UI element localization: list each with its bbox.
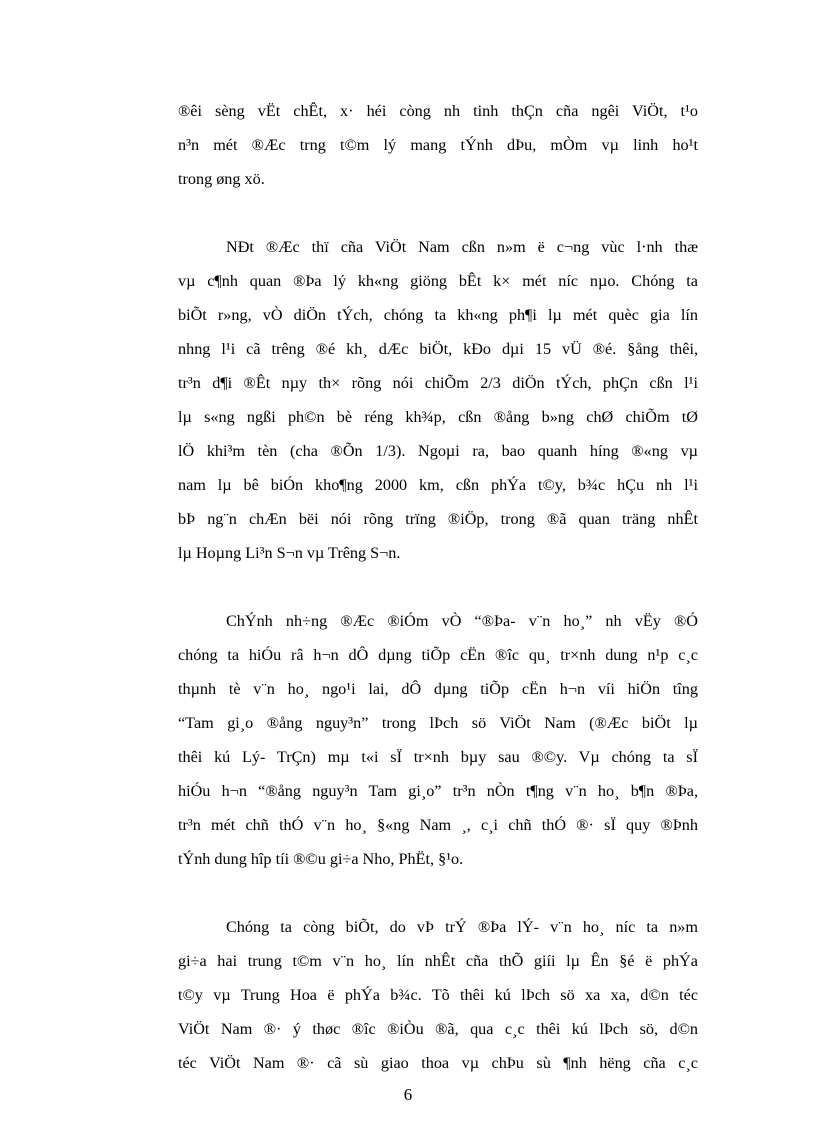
text-line: lµ Hoµng Li³n S¬n vµ Trêng S¬n. — [178, 544, 401, 562]
text-line: tÝnh dung hîp tíi ®©u gi÷a Nho, PhËt, §¹o. — [178, 850, 464, 868]
text-line: t©y vµ Trung Hoa ë phÝa b¾c. Tõ thêi kú lÞch sö xa xa, d©n téc — [178, 986, 698, 1004]
text-line: nhng l¹i cã trêng ®é kh¸ dÆc biÖt, kÐo dµi 15 vÜ ®é. §ång thêi, — [178, 340, 698, 358]
text-line: ®êi sèng vËt chÊt, x· héi còng nh tinh thÇn cña ngêi ViÖt, t¹o — [178, 102, 698, 120]
text-line: tr³n d¶i ®Êt nµy th× rõng nói chiÕm 2/3 diÖn tÝch, phÇn cßn l¹i — [178, 374, 698, 392]
text-line: lÖ khi³m tèn (cha ®Õn 1/3). Ngoµi ra, bao quanh híng ®«ng vµ — [178, 442, 698, 460]
text-line: hiÓu h¬n “®ång nguy³n Tam gi¸o” tr³n nÒn t¶ng v¨n ho¸ b¶n ®Þa, — [178, 782, 698, 800]
text-line: téc ViÖt Nam ®· cã sù giao thoa vµ chÞu sù ¶nh hëng cña c¸c — [178, 1054, 698, 1072]
text-line: n³n mét ®Æc trng t©m lý mang tÝnh dÞu, mÒm vµ linh ho¹t — [178, 136, 698, 154]
text-line: gi÷a hai trung t©m v¨n ho¸ lín nhÊt cña thÕ giíi lµ Ên §é ë phÝa — [178, 952, 698, 970]
text-line: ChÝnh nh÷ng ®Æc ®iÓm vÒ “®Þa- v¨n ho¸” nh vËy ®Ó — [226, 612, 698, 630]
page-number: 6 — [403, 1085, 413, 1104]
text-line: trong øng xö. — [178, 170, 265, 188]
text-line: tr³n mét chñ thÓ v¨n ho¸ §«ng Nam ¸, c¸i chñ thÓ ®· sÏ quy ®Þnh — [178, 816, 698, 834]
text-line: lµ s«ng ngßi ph©n bè réng kh¾p, cßn ®ång b»ng chØ chiÕm tØ — [178, 408, 698, 426]
text-line: bÞ ng¨n chÆn bëi nói rõng trïng ®iÖp, trong ®ã quan träng nhÊt — [178, 510, 698, 528]
text-line: thêi kú Lý- TrÇn) mµ t«i sÏ tr×nh bµy sau ®©y. Vµ chóng ta sÏ — [178, 748, 698, 766]
text-line: biÕt r»ng, vÒ diÖn tÝch, chóng ta kh«ng ph¶i lµ mét quèc gia lín — [178, 306, 698, 324]
text-line: Chóng ta còng biÕt, do vÞ trÝ ®Þa lÝ- v¨n ho¸ níc ta n»m — [226, 918, 698, 936]
text-line: chóng ta hiÓu râ h¬n dÔ dµng tiÕp cËn ®îc qu¸ tr×nh dung n¹p c¸c — [178, 646, 698, 664]
text-line: ViÖt Nam ®· ý thøc ®îc ®iÒu ®ã, qua c¸c thêi kú lÞch sö, d©n — [178, 1020, 698, 1038]
text-line: vµ c¶nh quan ®Þa lý kh«ng giöng bÊt k× mét níc nµo. Chóng ta — [178, 272, 698, 290]
text-line: NÐt ®Æc thï cña ViÖt Nam cßn n»m ë c¬ng vùc l·nh thæ — [226, 238, 698, 256]
text-line: “Tam gi¸o ®ång nguy³n” trong lÞch sö ViÖt Nam (®Æc biÖt lµ — [178, 714, 698, 732]
text-line: nam lµ bê biÓn kho¶ng 2000 km, cßn phÝa t©y, b¾c hÇu nh l¹i — [178, 476, 698, 494]
text-line: thµnh tè v¨n ho¸ ngo¹i lai, dÔ dµng tiÕp cËn h¬n víi hiÖn tîng — [178, 680, 698, 698]
